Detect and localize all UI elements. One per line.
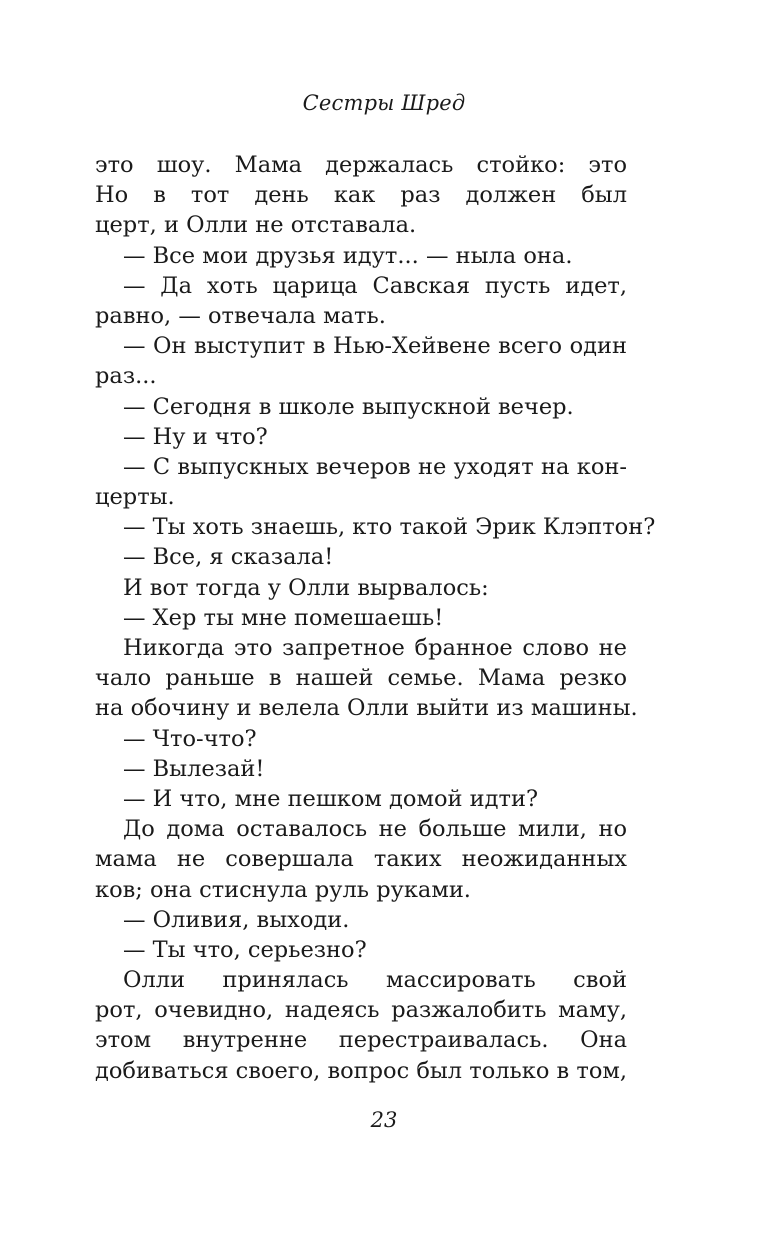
text-line: равно, — отвечала мать. xyxy=(95,302,386,329)
text-line: — Сегодня в школе выпускной вечер. xyxy=(123,393,574,420)
text-line: церты. xyxy=(95,484,175,511)
text-line: — Ты хоть знаешь, кто такой Эрик Клэптон? xyxy=(123,514,656,541)
text-line: — Хер ты мне помешаешь! xyxy=(123,604,444,631)
text-line: — С выпускных вечеров не уходят на кон- xyxy=(123,453,627,480)
text-line: — Он выступит в Нью-Хейвене всего один xyxy=(123,333,627,360)
text-line: — Вылезай! xyxy=(123,755,265,782)
text-line: добиваться своего, вопрос был только в том, xyxy=(95,1057,627,1084)
running-head: Сестры Шред xyxy=(302,91,466,115)
text-line: — Оливия, выходи. xyxy=(123,906,350,933)
text-line: на обочину и велела Олли выйти из машины. xyxy=(95,695,638,722)
text-line: это шоу. Мама держалась стойко: это xyxy=(95,152,627,178)
text-line: — Что-что? xyxy=(123,725,257,752)
text-line: Никогда это запретное бранное слово не xyxy=(123,635,627,661)
text-line: ков; она стиснула руль руками. xyxy=(95,876,471,903)
text-line: — Ну и что? xyxy=(123,423,268,450)
text-line: Но в тот день как раз должен был xyxy=(95,182,627,209)
text-line: этом внутренне перестраивалась. Она xyxy=(95,1027,627,1054)
text-line: церт, и Олли не отставала. xyxy=(95,212,417,239)
text-line: раз... xyxy=(95,363,157,390)
body-text xyxy=(95,150,656,1086)
text-line: — Да хоть царица Савская пусть идет, xyxy=(123,272,627,299)
text-line: — Ты что, серьезно? xyxy=(123,936,367,963)
text-line: чало раньше в нашей семье. Мама резко xyxy=(95,665,627,692)
text-line: мама не совершала таких неожиданных xyxy=(95,846,627,873)
text-line: — И что, мне пешком домой идти? xyxy=(123,785,539,812)
page-number: 23 xyxy=(370,1108,398,1132)
text-line: рот, очевидно, надеясь разжалобить маму, xyxy=(95,997,627,1024)
text-line: Олли принялась массировать свой xyxy=(123,967,627,994)
text-line: До дома оставалось не больше мили, но xyxy=(123,816,627,843)
text-line: — Все, я сказала! xyxy=(123,544,334,571)
text-line: — Все мои друзья идут... — ныла она. xyxy=(123,242,573,269)
text-line: И вот тогда у Олли вырвалось: xyxy=(123,574,489,601)
